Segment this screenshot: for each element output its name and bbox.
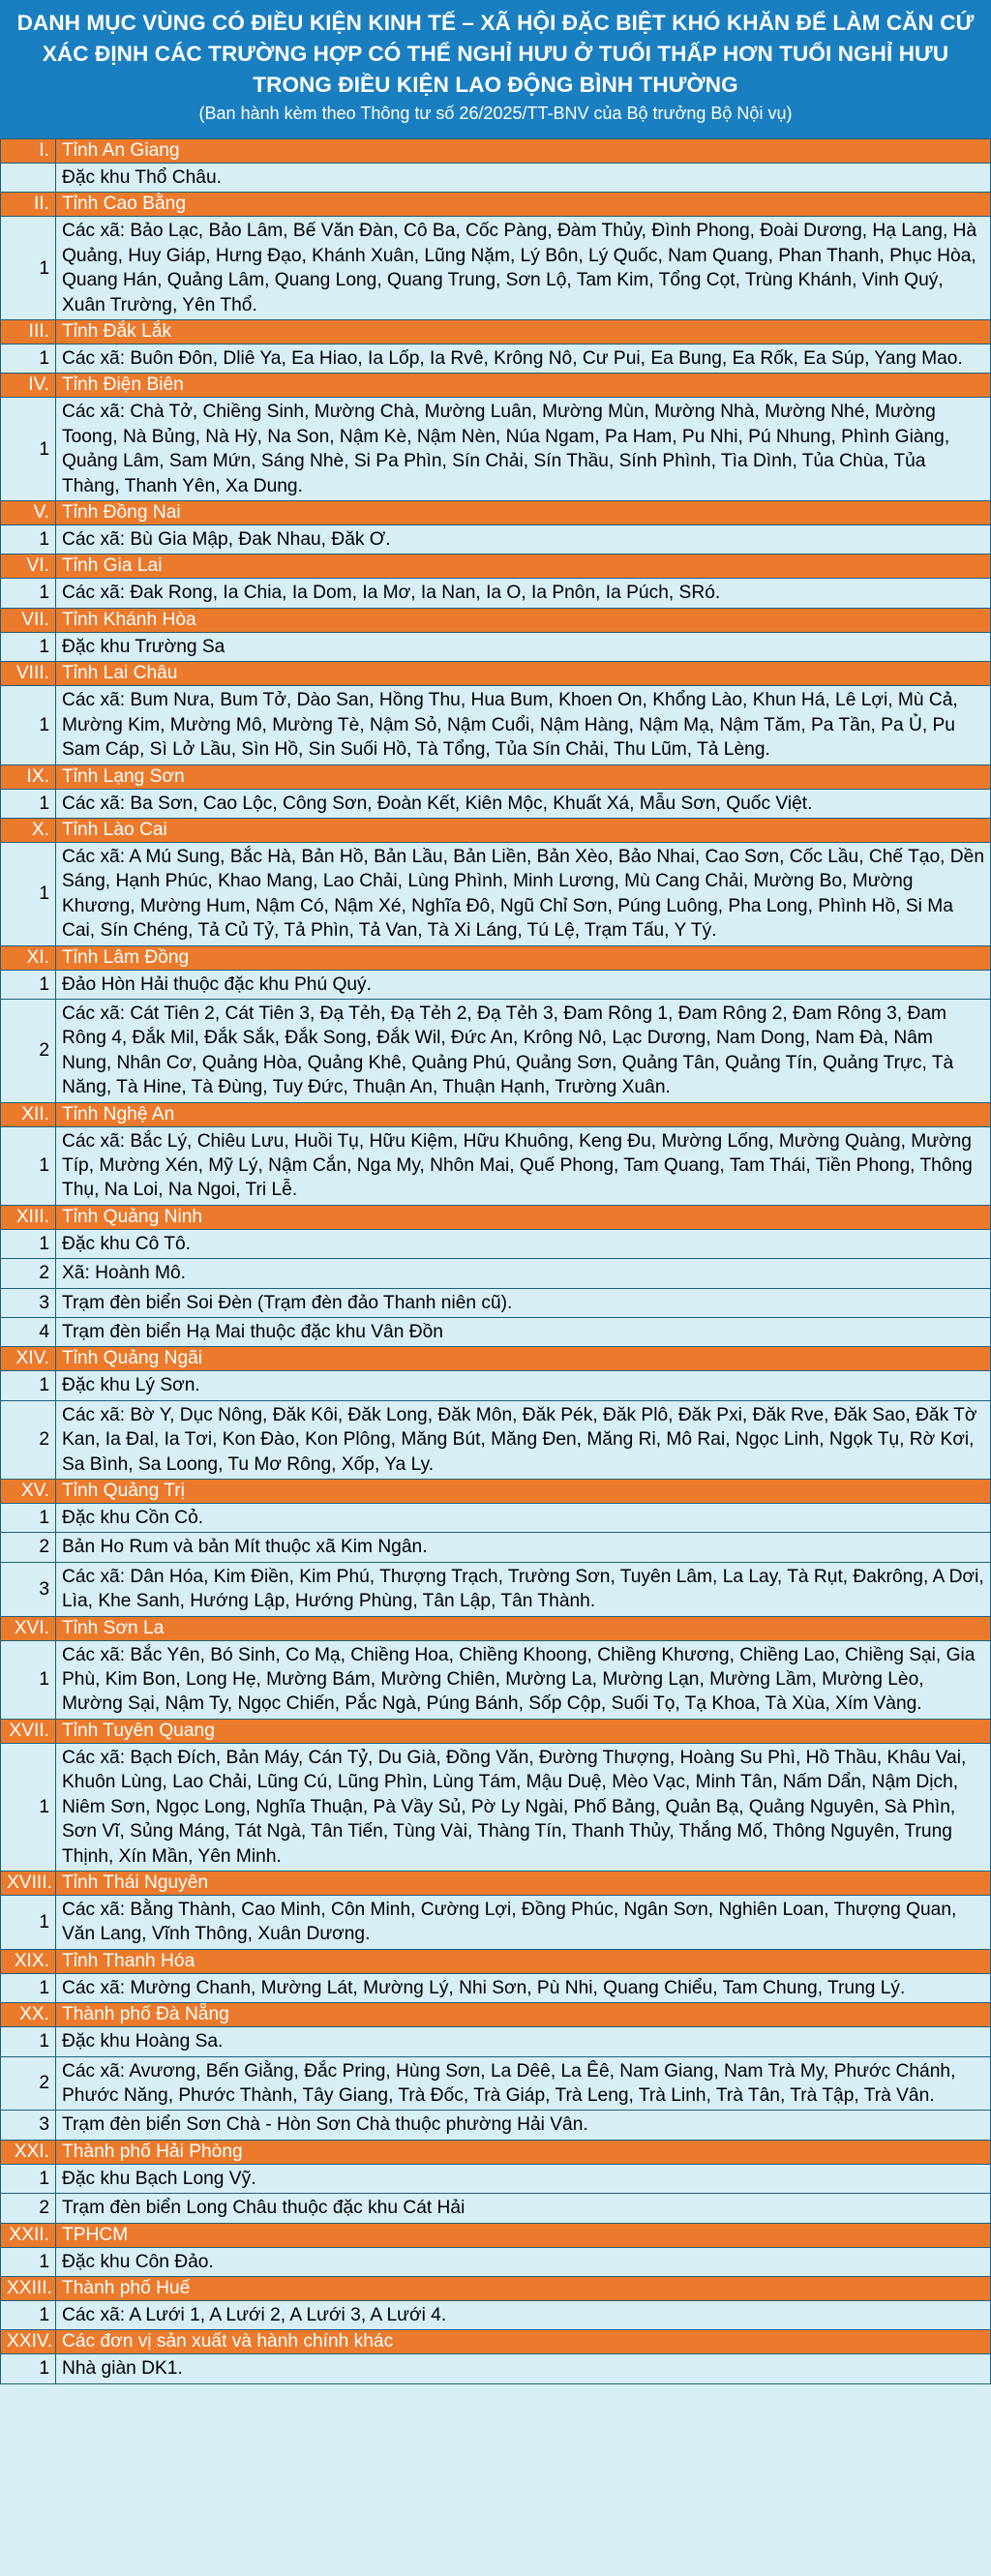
row-number: 1 <box>1 1640 56 1719</box>
section-name: Tỉnh Lạng Sơn <box>56 764 991 789</box>
row-text: Các xã: Đak Rong, Ia Chia, Ia Dom, Ia Mơ, Ia Nan, Ia O, Ia Pnôn, Ia Púch, SRó. <box>56 579 991 608</box>
table-row <box>1 525 991 554</box>
row-text: Xã: Hoành Mô. <box>56 1259 991 1288</box>
row-number: 1 <box>1 1973 56 2002</box>
section-row <box>1 764 991 789</box>
row-number: 1 <box>1 2247 56 2276</box>
row-number: 1 <box>1 1126 56 1205</box>
section-name: Thành phố Huế <box>56 2276 991 2300</box>
section-name: Tỉnh Lâm Đồng <box>56 945 991 970</box>
section-name: Tỉnh Lào Cai <box>56 818 991 842</box>
section-row <box>1 139 991 164</box>
section-name: Tỉnh Quảng Ngãi <box>56 1347 991 1371</box>
section-row <box>1 1616 991 1640</box>
table-row <box>1 2354 991 2383</box>
row-text: Các xã: Bù Gia Mập, Đak Nhau, Đăk Ơ. <box>56 525 991 554</box>
section-row <box>1 818 991 842</box>
section-number: XV. <box>1 1480 56 1504</box>
table-row <box>1 164 991 193</box>
row-text: Đặc khu Thổ Châu. <box>56 164 991 193</box>
table-row <box>1 632 991 661</box>
section-number: X. <box>1 818 56 842</box>
section-number: III. <box>1 320 56 344</box>
section-row <box>1 501 991 525</box>
row-number: 4 <box>1 1318 56 1347</box>
section-row <box>1 945 991 970</box>
section-row <box>1 1719 991 1743</box>
row-text: Các xã: Bằng Thành, Cao Minh, Côn Minh, Cường Lợi, Đồng Phúc, Ngân Sơn, Nghiên Loan, Thượng Quan, Văn Lang, Vĩnh Thông, Xuân Dương. <box>56 1895 991 1949</box>
section-number: VI. <box>1 554 56 579</box>
section-number: VII. <box>1 608 56 632</box>
section-name: TPHCM <box>56 2223 991 2247</box>
document-subtitle: (Ban hành kèm theo Thông tư số 26/2025/TT-BNV của Bộ trưởng Bộ Nội vụ) <box>198 104 793 123</box>
row-text: Các xã: Mường Chanh, Mường Lát, Mường Lý, Nhi Sơn, Pù Nhi, Quang Chiểu, Tam Chung, Trung Lý. <box>56 1973 991 2002</box>
row-number: 1 <box>1 632 56 661</box>
table-row <box>1 1371 991 1400</box>
section-name: Tỉnh An Giang <box>56 139 991 164</box>
row-number <box>1 164 56 193</box>
table-row <box>1 1895 991 1949</box>
section-number: VIII. <box>1 662 56 686</box>
row-number: 1 <box>1 1229 56 1258</box>
row-number: 2 <box>1 2194 56 2223</box>
section-name: Tỉnh Thái Nguyên <box>56 1871 991 1895</box>
row-text: Các xã: Cát Tiên 2, Cát Tiên 3, Đạ Tẻh, Đạ Tẻh 2, Đạ Tẻh 3, Đam Rông 1, Đam Rông 2, Đam Rông 3, Đam Rông 4, Đắk Mil, Đắk Sắk, Đắk Song, Đắk Wil, Đức An, Krông Nô, Lạc Dương, Nam Dong, Nam Đà, Nâm Nung, Nhân Cơ, Quảng Hòa, Quảng Khê, Quảng Phú, Quảng Sơn, Quảng Tân, Quảng Tín, Quảng Trực, Tà Năng, Tà Hine, Tà Đùng, Tuy Đức, Thuận An, Thuận Hạnh, Trường Xuân. <box>56 999 991 1102</box>
row-text: Các xã: Ba Sơn, Cao Lộc, Công Sơn, Đoàn Kết, Kiên Mộc, Khuất Xá, Mẫu Sơn, Quốc Việt. <box>56 789 991 818</box>
table-row <box>1 1562 991 1616</box>
table-row <box>1 1504 991 1533</box>
table-row <box>1 2111 991 2140</box>
section-row <box>1 1102 991 1126</box>
section-number: XVII. <box>1 1719 56 1743</box>
row-text: Các xã: Bắc Yên, Bó Sinh, Co Mạ, Chiềng Hoa, Chiềng Khoong, Chiềng Khương, Chiềng Lao, Chiềng Sại, Gia Phù, Kim Bon, Long Hẹ, Mường Bám, Mường Chiên, Mường La, Mường Lạn, Mường Lầm, Mường Lèo, Mường Sại, Nậm Ty, Ngọc Chiến, Pắc Ngà, Púng Bánh, Sốp Cộp, Suối Tọ, Tạ Khoa, Tà Xùa, Xím Vàng. <box>56 1640 991 1719</box>
row-text: Các xã: Bờ Y, Dục Nông, Đăk Kôi, Đăk Long, Đăk Môn, Đăk Pék, Đăk Plô, Đăk Pxi, Đăk Rve, Đăk Sao, Đăk Tờ Kan, Ia Đal, Ia Tơi, Kon Đào, Kon Plông, Măng Bút, Măng Đen, Măng Ri, Mô Rai, Ngọc Linh, Ngọk Tụ, Rờ Kơi, Sa Bình, Sa Loong, Tu Mơ Rông, Xốp, Ya Ly. <box>56 1400 991 1479</box>
table-row <box>1 2194 991 2223</box>
row-number: 1 <box>1 2300 56 2329</box>
section-number: XXI. <box>1 2140 56 2164</box>
row-number: 1 <box>1 789 56 818</box>
row-text: Các xã: Bắc Lý, Chiêu Lưu, Huồi Tụ, Hữu Kiệm, Hữu Khuông, Keng Đu, Mường Lống, Mường Quàng, Mường Típ, Mường Xén, Mỹ Lý, Nậm Cắn, Nga My, Nhôn Mai, Quế Phong, Tam Quang, Tam Thái, Tiền Phong, Thông Thụ, Na Loi, Na Ngoi, Tri Lễ. <box>56 1126 991 1205</box>
region-table-body <box>1 139 991 2384</box>
section-row <box>1 374 991 398</box>
row-number: 1 <box>1 2027 56 2056</box>
row-number: 2 <box>1 999 56 1102</box>
row-number: 1 <box>1 1895 56 1949</box>
table-row <box>1 398 991 501</box>
row-text: Đặc khu Bạch Long Vỹ. <box>56 2164 991 2193</box>
row-text: Bản Ho Rum và bản Mít thuộc xã Kim Ngân. <box>56 1533 991 1562</box>
section-number: XXII. <box>1 2223 56 2247</box>
table-row <box>1 1318 991 1347</box>
section-name: Tỉnh Điện Biên <box>56 374 991 398</box>
row-text: Đặc khu Cồn Cỏ. <box>56 1504 991 1533</box>
section-number: XIX. <box>1 1949 56 1973</box>
section-row <box>1 1871 991 1895</box>
table-row <box>1 1640 991 1719</box>
section-number: I. <box>1 139 56 164</box>
row-number: 1 <box>1 398 56 501</box>
row-text: Đặc khu Trường Sa <box>56 632 991 661</box>
section-name: Tỉnh Gia Lai <box>56 554 991 579</box>
row-number: 2 <box>1 1400 56 1479</box>
section-number: XXIV. <box>1 2330 56 2354</box>
row-text: Nhà giàn DK1. <box>56 2354 991 2383</box>
section-row <box>1 2140 991 2164</box>
row-number: 1 <box>1 842 56 945</box>
row-text: Đặc khu Hoàng Sa. <box>56 2027 991 2056</box>
row-number: 1 <box>1 1371 56 1400</box>
row-number: 3 <box>1 1562 56 1616</box>
section-row <box>1 1347 991 1371</box>
row-number: 1 <box>1 344 56 374</box>
section-number: XII. <box>1 1102 56 1126</box>
row-text: Các xã: Bảo Lạc, Bảo Lâm, Bế Văn Đàn, Cô Ba, Cốc Pàng, Đàm Thủy, Đình Phong, Đoài Dương, Hạ Lang, Hà Quảng, Huy Giáp, Hưng Đạo, Khánh Xuân, Lũng Nặm, Lý Bôn, Lý Quốc, Nam Quang, Phan Thanh, Phục Hòa, Quang Hán, Quảng Lâm, Quang Long, Quang Trung, Sơn Lộ, Tam Kim, Tổng Cọt, Trùng Khánh, Vinh Quý, Xuân Trường, Yên Thổ. <box>56 217 991 320</box>
table-row <box>1 2027 991 2056</box>
row-number: 1 <box>1 686 56 764</box>
row-text: Các xã: Chà Tở, Chiềng Sinh, Mường Chà, Mường Luân, Mường Mùn, Mường Nhà, Mường Nhé, Mường Toong, Nà Bủng, Nà Hỳ, Na Son, Nậm Kè, Nậm Nèn, Núa Ngam, Pa Ham, Pu Nhi, Pú Nhung, Phình Giàng, Quảng Lâm, Sam Mứn, Sáng Nhè, Si Pa Phìn, Sín Chải, Sín Thầu, Sính Phình, Tìa Dình, Tủa Chùa, Tủa Thàng, Thanh Yên, Xa Dung. <box>56 398 991 501</box>
row-number: 3 <box>1 1288 56 1317</box>
section-number: XIII. <box>1 1205 56 1229</box>
table-row <box>1 2056 991 2111</box>
section-row <box>1 1949 991 1973</box>
section-row <box>1 320 991 344</box>
table-row <box>1 1229 991 1258</box>
table-row <box>1 2164 991 2193</box>
row-text: Trạm đèn biển Soi Đèn (Trạm đèn đảo Thanh niên cũ). <box>56 1288 991 1317</box>
section-number: II. <box>1 193 56 217</box>
section-name: Các đơn vị sản xuất và hành chính khác <box>56 2330 991 2354</box>
table-row <box>1 1126 991 1205</box>
row-number: 3 <box>1 2111 56 2140</box>
row-number: 2 <box>1 1259 56 1288</box>
section-row <box>1 2223 991 2247</box>
row-text: Các xã: A Lưới 1, A Lưới 2, A Lưới 3, A Lưới 4. <box>56 2300 991 2329</box>
row-text: Đặc khu Cô Tô. <box>56 1229 991 1258</box>
table-row <box>1 789 991 818</box>
row-text: Các xã: Bum Nưa, Bum Tở, Dào San, Hồng Thu, Hua Bum, Khoen On, Khổng Lào, Khun Há, Lê Lợi, Mù Cả, Mường Kim, Mường Mô, Mường Tè, Nậm Sỏ, Nậm Cuổi, Nậm Hàng, Nậm Mạ, Nậm Tăm, Pa Tần, Pa Ủ, Pu Sam Cáp, Sì Lở Lầu, Sìn Hồ, Sin Suối Hồ, Tà Tổng, Tủa Sín Chải, Thu Lũm, Tả Lèng. <box>56 686 991 764</box>
section-name: Tỉnh Cao Bằng <box>56 193 991 217</box>
region-table <box>0 138 991 2384</box>
row-text: Các xã: Buôn Đôn, Dliê Ya, Ea Hiao, Ia Lốp, Ia Rvê, Krông Nô, Cư Pui, Ea Bung, Ea Rốk, Ea Súp, Yang Mao. <box>56 344 991 374</box>
table-row <box>1 686 991 764</box>
section-name: Thành phố Đà Nẵng <box>56 2003 991 2027</box>
table-row <box>1 1743 991 1871</box>
row-number: 1 <box>1 2354 56 2383</box>
section-name: Tỉnh Đắk Lắk <box>56 320 991 344</box>
section-row <box>1 608 991 632</box>
row-number: 2 <box>1 1533 56 1562</box>
row-text: Trạm đèn biển Long Châu thuộc đặc khu Cát Hải <box>56 2194 991 2223</box>
row-text: Trạm đèn biển Hạ Mai thuộc đặc khu Vân Đồn <box>56 1318 991 1347</box>
section-number: XIV. <box>1 1347 56 1371</box>
table-row <box>1 2300 991 2329</box>
table-row <box>1 1973 991 2002</box>
section-row <box>1 2276 991 2300</box>
table-row <box>1 1533 991 1562</box>
section-number: V. <box>1 501 56 525</box>
row-text: Đặc khu Lý Sơn. <box>56 1371 991 1400</box>
row-text: Các xã: A Mú Sung, Bắc Hà, Bản Hồ, Bản Lầu, Bản Liền, Bản Xèo, Bảo Nhai, Cao Sơn, Cốc Lầu, Chế Tạo, Dền Sáng, Hạnh Phúc, Khao Mang, Lao Chải, Lùng Phình, Minh Lương, Mù Cang Chải, Mường Bo, Mường Khương, Mường Hum, Nậm Có, Nậm Xé, Nghĩa Đô, Ngũ Chỉ Sơn, Púng Luông, Pha Long, Phình Hồ, Si Ma Cai, Sín Chéng, Tả Củ Tỷ, Tả Phìn, Tả Van, Tà Xi Láng, Tú Lệ, Trạm Tấu, Y Tý. <box>56 842 991 945</box>
section-row <box>1 1480 991 1504</box>
table-row <box>1 1288 991 1317</box>
section-number: XVI. <box>1 1616 56 1640</box>
section-number: XXIII. <box>1 2276 56 2300</box>
section-number: XI. <box>1 945 56 970</box>
row-number: 1 <box>1 2164 56 2193</box>
section-row <box>1 2330 991 2354</box>
section-name: Tỉnh Sơn La <box>56 1616 991 1640</box>
section-name: Tỉnh Tuyên Quang <box>56 1719 991 1743</box>
row-text: Các xã: Bạch Đích, Bản Máy, Cán Tỷ, Du Già, Đồng Văn, Đường Thượng, Hoàng Su Phì, Hồ Thầu, Khâu Vai, Khuôn Lùng, Lao Chải, Lũng Cú, Lũng Phìn, Lùng Tám, Mậu Duệ, Mèo Vạc, Minh Tân, Nấm Dẩn, Nậm Dịch, Niêm Sơn, Ngọc Long, Nghĩa Thuận, Pà Vầy Sủ, Pờ Ly Ngài, Phố Bảng, Quản Bạ, Quảng Nguyên, Sà Phìn, Sơn Vĩ, Sủng Máng, Tát Ngà, Tân Tiến, Tùng Vài, Thàng Tín, Thanh Thủy, Thắng Mố, Thông Nguyên, Trung Thịnh, Xín Mần, Yên Minh. <box>56 1743 991 1871</box>
table-row <box>1 842 991 945</box>
row-text: Đặc khu Côn Đảo. <box>56 2247 991 2276</box>
section-name: Tỉnh Quảng Trị <box>56 1480 991 1504</box>
section-number: XVIII. <box>1 1871 56 1895</box>
row-text: Trạm đèn biển Sơn Chà - Hòn Sơn Chà thuộc phường Hải Vân. <box>56 2111 991 2140</box>
table-row <box>1 344 991 374</box>
section-name: Tỉnh Quảng Ninh <box>56 1205 991 1229</box>
row-number: 1 <box>1 1743 56 1871</box>
table-row <box>1 1400 991 1479</box>
table-row <box>1 579 991 608</box>
section-name: Tỉnh Nghệ An <box>56 1102 991 1126</box>
section-number: IX. <box>1 764 56 789</box>
row-text: Đảo Hòn Hải thuộc đặc khu Phú Quý. <box>56 970 991 999</box>
section-name: Thành phố Hải Phòng <box>56 2140 991 2164</box>
table-row <box>1 999 991 1102</box>
section-number: IV. <box>1 374 56 398</box>
section-row <box>1 554 991 579</box>
section-name: Tỉnh Đồng Nai <box>56 501 991 525</box>
table-row <box>1 217 991 320</box>
row-number: 1 <box>1 217 56 320</box>
document-title-line-2: XÁC ĐỊNH CÁC TRƯỜNG HỢP CÓ THỂ NGHỈ HƯU Ở TUỔI THẤP HƠN TUỔI NGHỈ HƯU <box>42 42 949 66</box>
section-number: XX. <box>1 2003 56 2027</box>
table-row <box>1 1259 991 1288</box>
row-text: Các xã: Avương, Bến Giằng, Đắc Pring, Hùng Sơn, La Dêê, La Êê, Nam Giang, Nam Trà My, Phước Chánh, Phước Năng, Phước Thành, Tây Giang, Trà Đốc, Trà Giáp, Trà Leng, Trà Linh, Trà Tân, Trà Tập, Trà Vân. <box>56 2056 991 2111</box>
section-row <box>1 193 991 217</box>
row-number: 1 <box>1 1504 56 1533</box>
table-row <box>1 970 991 999</box>
section-name: Tỉnh Khánh Hòa <box>56 608 991 632</box>
section-row <box>1 1205 991 1229</box>
row-number: 1 <box>1 525 56 554</box>
section-name: Tỉnh Thanh Hóa <box>56 1949 991 1973</box>
section-row <box>1 662 991 686</box>
document-title-line-3: TRONG ĐIỀU KIỆN LAO ĐỘNG BÌNH THƯỜNG <box>253 73 738 97</box>
document-title-line-1: DANH MỤC VÙNG CÓ ĐIỀU KIỆN KINH TẾ – XÃ HỘI ĐẶC BIỆT KHÓ KHĂN ĐỂ LÀM CĂN CỨ <box>16 11 975 35</box>
row-number: 1 <box>1 579 56 608</box>
row-number: 2 <box>1 2056 56 2111</box>
row-text: Các xã: Dân Hóa, Kim Điền, Kim Phú, Thượng Trạch, Trường Sơn, Tuyên Lâm, La Lay, Tà Rụt, Đakrông, A Dơi, Lìa, Khe Sanh, Hướng Lập, Hướng Phùng, Tân Lập, Tân Thành. <box>56 1562 991 1616</box>
section-name: Tỉnh Lai Châu <box>56 662 991 686</box>
section-row <box>1 2003 991 2027</box>
table-row <box>1 2247 991 2276</box>
row-number: 1 <box>1 970 56 999</box>
document-header <box>0 0 991 138</box>
